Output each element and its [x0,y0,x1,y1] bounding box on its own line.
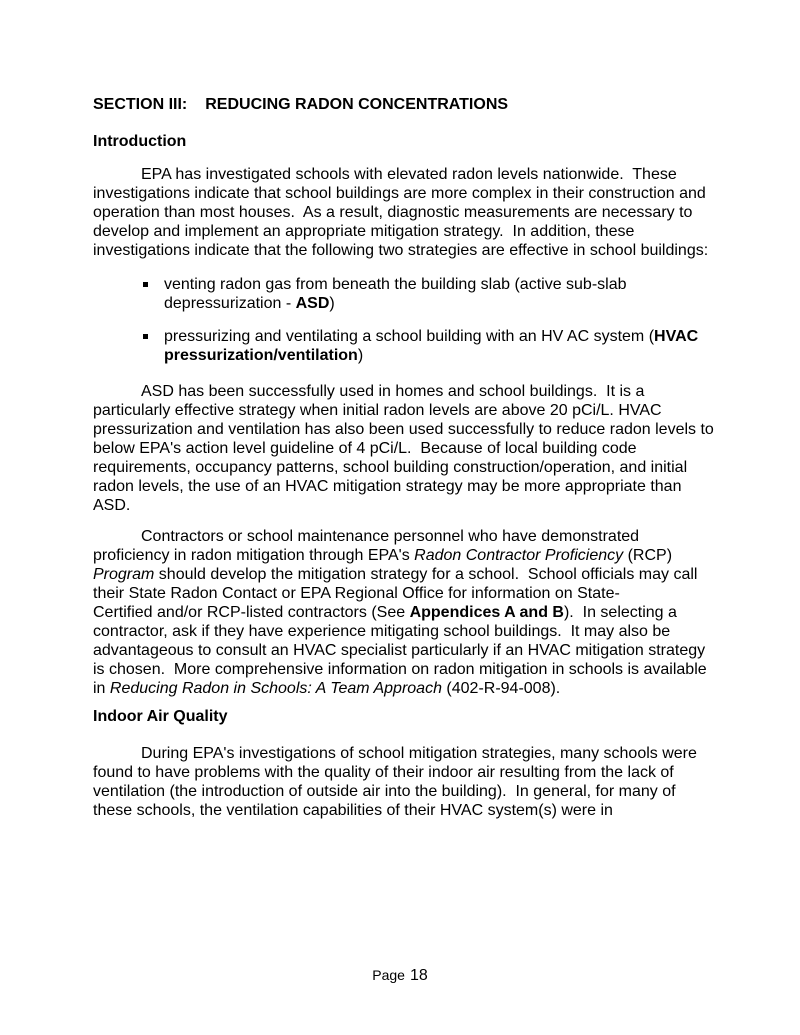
bold-text-segment: ASD [295,295,330,312]
page-footer [0,966,800,985]
text-segment: these schools, the ventilation capabilities of their HVAC system(s) were in [93,802,613,819]
text-line [93,496,740,515]
text-segment: ). In selecting a [563,604,677,621]
text-line [93,679,740,698]
bold-text-segment: HVAC [654,328,699,345]
text-segment: ventilation (the introduction of outside air into the building). In general, for many of [93,783,676,800]
bullet-square-icon [143,282,148,287]
text-line [93,546,740,565]
text-segment: depressurization - [164,295,296,312]
section-heading [93,95,740,114]
section-heading-label: SECTION III: [93,96,188,113]
text-line [93,401,740,420]
text-line [93,660,740,679]
bullet-item [93,275,740,313]
text-line [93,382,740,401]
text-line [93,241,740,260]
text-segment: ) [357,347,364,364]
text-segment: requirements, occupancy patterns, school building construction/operation, and initial [93,459,688,476]
text-line [93,184,740,203]
text-line [93,801,740,820]
paragraph [93,744,740,820]
text-segment: in [93,680,110,697]
bold-text-segment: pressurization/ventilation [164,347,358,364]
text-segment: pressurizing and ventilating a school building with an HV AC system ( [164,328,655,345]
text-line [93,603,740,622]
text-line [164,275,740,294]
text-line [93,222,740,241]
text-segment: below EPA's action level guideline of 4 pCi/L. Because of local building code [93,440,637,457]
text-segment: proficiency in radon mitigation through EPA's [93,547,415,564]
text-line [93,165,740,184]
text-segment: advantageous to consult an HVAC specialist particularly if an HVAC mitigation strategy [93,642,706,659]
text-segment: their State Radon Contact or EPA Regional Office for information on State- [93,585,620,602]
text-line [93,203,740,222]
text-line [93,782,740,801]
text-segment: (RCP) [623,547,673,564]
text-segment: investigations indicate that school buildings are more complex in their construction and [93,185,706,202]
text-line [93,458,740,477]
section-heading-title: REDUCING RADON CONCENTRATIONS [205,96,509,113]
text-segment: pressurization and ventilation has also been used successfully to reduce radon levels to [93,421,714,438]
text-segment: EPA has investigated schools with elevated radon levels nationwide. These [141,166,677,183]
text-line [164,327,740,346]
italic-text-segment: Radon Contractor Proficiency [414,547,624,564]
text-line [93,527,740,546]
bullet-square-icon [143,334,148,339]
bullet-list [93,275,740,365]
italic-text-segment: Reducing Radon in Schools: A Team Approach [109,680,442,697]
paragraph [93,382,740,515]
bold-text-segment: Appendices A and B [409,604,564,621]
text-segment: investigations indicate that the following two strategies are effective in school buildings: [93,242,709,259]
text-line [93,477,740,496]
subsection-heading: Introduction [93,133,187,150]
text-segment: develop and implement an appropriate mitigation strategy. In addition, these [93,223,635,240]
text-segment: ASD. [93,497,131,514]
text-line [93,622,740,641]
subsection-heading: Indoor Air Quality [93,708,228,725]
text-segment: During EPA's investigations of school mitigation strategies, many schools were [141,745,697,762]
text-segment: contractor, ask if they have experience mitigating school buildings. It may also be [93,623,671,640]
page-footer-label: Page [372,967,405,983]
text-segment: (402-R-94-008). [441,680,561,697]
document-body [93,132,740,820]
text-line [164,294,740,313]
italic-text-segment: Program [93,566,155,583]
text-line [93,744,740,763]
page-footer-number: 18 [409,967,428,984]
paragraph [93,527,740,698]
text-line [93,420,740,439]
text-segment: venting radon gas from beneath the building slab (active sub-slab [164,276,627,293]
text-segment: Contractors or school maintenance personnel who have demonstrated [141,528,640,545]
text-line [93,763,740,782]
text-segment: is chosen. More comprehensive information on radon mitigation in schools is available [93,661,707,678]
text-line [164,346,740,365]
text-segment: radon levels, the use of an HVAC mitigation strategy may be more appropriate than [93,478,682,495]
bullet-item [93,327,740,365]
text-line [93,584,740,603]
text-segment: ) [329,295,335,312]
text-segment: found to have problems with the quality of their indoor air resulting from the lack of [93,764,674,781]
text-line [93,641,740,660]
text-segment: ASD has been successfully used in homes and school buildings. It is a [141,383,645,400]
text-segment: particularly effective strategy when initial radon levels are above 20 pCi/L. HVAC [93,402,662,419]
text-line [93,439,740,458]
text-segment: should develop the mitigation strategy for a school. School officials may call [154,566,698,583]
text-segment: Certified and/or RCP-listed contractors (See [93,604,410,621]
text-line [93,565,740,584]
text-segment: operation than most houses. As a result, diagnostic measurements are necessary to [93,204,693,221]
paragraph [93,165,740,260]
